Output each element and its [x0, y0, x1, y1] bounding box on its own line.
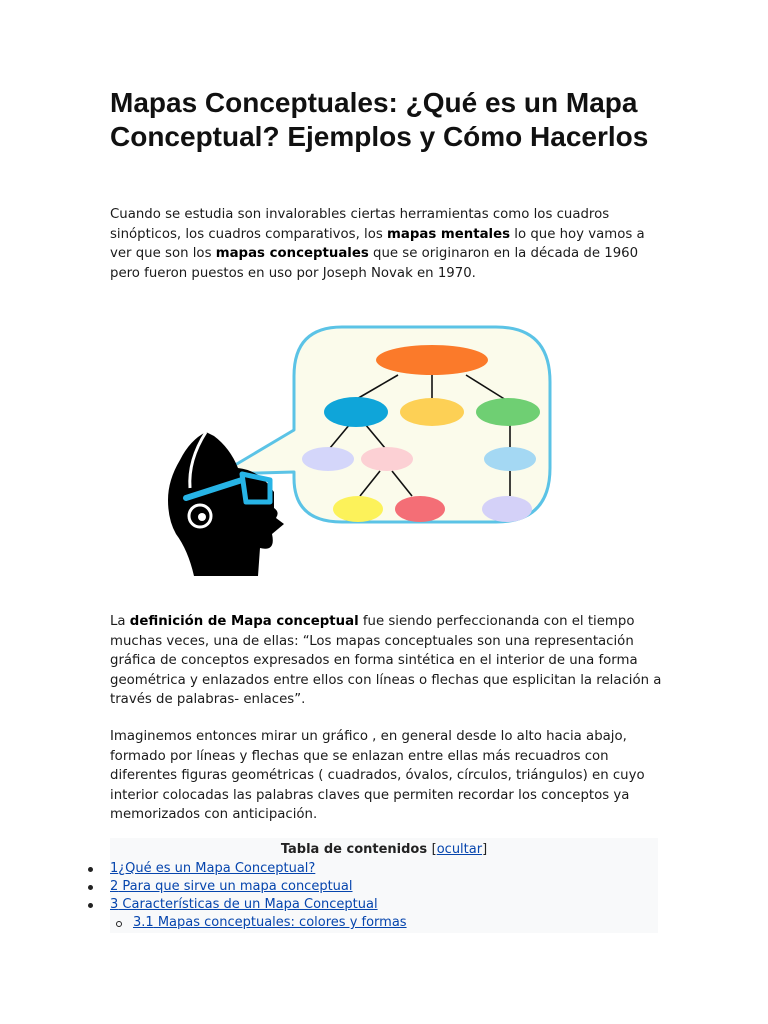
intro-text-1: Cuando se estudia son invalorables ciertas herramientas como los cuadros sinópticos, los cuadros comparativos, los	[110, 207, 610, 242]
level1-node-blue-icon	[324, 397, 388, 427]
mapas-conceptuales-bold: mapas conceptuales	[215, 246, 369, 261]
article-title: Mapas Conceptuales: ¿Qué es un Mapa Conceptual? Ejemplos y Cómo Hacerlos	[110, 87, 649, 152]
root-node-icon	[376, 345, 488, 375]
toc-link-3[interactable]: 3 Características de un Mapa Conceptual	[110, 897, 378, 912]
bullet-icon	[88, 885, 93, 890]
imagine-paragraph: Imaginemos entonces mirar un gráfico , en general desde lo alto hacia abajo, formado por líneas y flechas que se enlazan entre ellas más recuadros con diferentes figuras geométricas ( cuadrados, óvalos, círculos, triángulos) en cuyo interior colocadas las palabras claves que permiten recordar los conceptos ya memorizados con anticipación.	[110, 729, 645, 822]
level3-node-lavender-icon	[482, 496, 532, 522]
toc-link-3-1[interactable]: 3.1 Mapas conceptuales: colores y formas	[133, 915, 407, 930]
circle-bullet-icon	[116, 921, 122, 927]
toc-hide-link[interactable]: ocultar	[436, 842, 483, 857]
level3-node-yellow-icon	[333, 496, 383, 522]
level3-node-red-icon	[395, 496, 445, 522]
bullet-icon	[88, 867, 93, 872]
toc-item-3-1[interactable]	[133, 914, 407, 932]
toc-link-1[interactable]: 1¿Qué es un Mapa Conceptual?	[110, 861, 316, 876]
definicion-bold: definición de Mapa conceptual	[129, 614, 359, 629]
toc-title: Tabla de contenidos	[280, 842, 428, 857]
level1-node-yellow-icon	[400, 398, 464, 426]
level2-node-lightblue-icon	[484, 447, 536, 471]
intro-text-3: que se originaron en la década de 1960 pero fueron puestos en uso por Joseph Novak en 1970.	[110, 246, 639, 281]
bullet-icon	[88, 903, 93, 908]
definition-text-2: fue siendo perfeccionanda con el tiempo muchas veces, una de ellas: “Los mapas conceptuales son una representación gráfica de conceptos expresados en forma sintética en el interior de una forma geométrica y enlazados entre ellos con líneas o flechas que esplicitan la relación a través de palabras- enlaces”.	[110, 614, 662, 707]
toc-list	[110, 860, 407, 932]
concept-map-illustration-icon	[160, 320, 560, 582]
toc-open-bracket: [	[431, 842, 437, 857]
definition-paragraph	[110, 612, 670, 710]
intro-paragraph	[110, 205, 670, 283]
toc-item-3[interactable]	[110, 896, 407, 914]
toc-item-2[interactable]	[110, 878, 407, 896]
level1-node-green-icon	[476, 398, 540, 426]
toc-header	[110, 842, 658, 857]
toc-close-bracket: ]	[482, 842, 488, 857]
level2-node-lavender-icon	[302, 447, 354, 471]
table-of-contents	[110, 838, 658, 933]
definition-text-1: La	[110, 614, 130, 629]
toc-item-1[interactable]	[110, 860, 407, 878]
level2-node-pink-icon	[361, 447, 413, 471]
toc-link-2[interactable]: 2 Para que sirve un mapa conceptual	[110, 879, 353, 894]
intro-text-2: lo que hoy vamos a ver que son los	[110, 226, 645, 261]
mapas-mentales-bold: mapas mentales	[387, 226, 511, 242]
toc-toggle	[432, 842, 488, 857]
